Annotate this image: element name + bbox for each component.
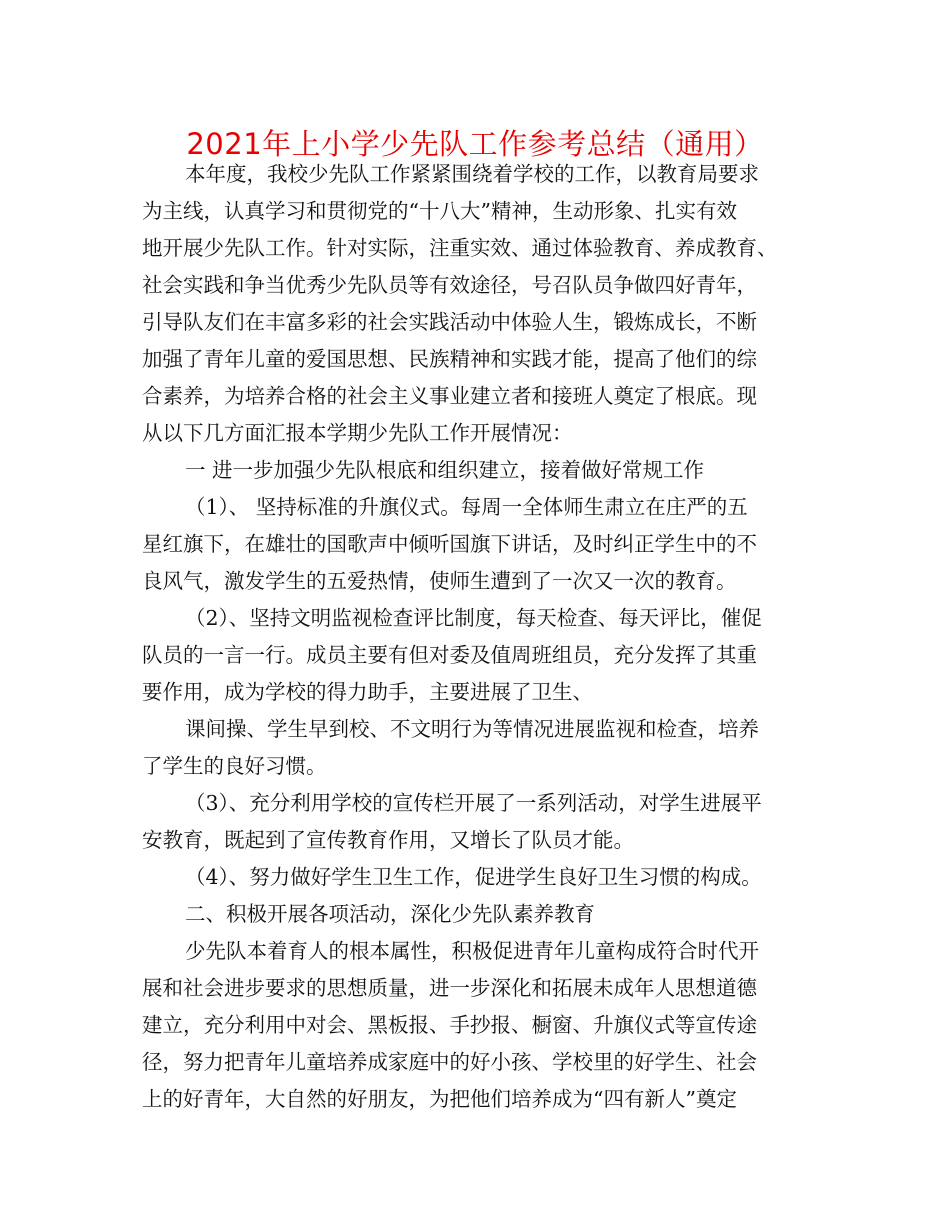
text-line: 从以下几方面汇报本学期少先队工作开展情况：: [142, 421, 573, 445]
text-line: （4）、努力做好学生卫生工作，促进学生良好卫生习惯的构成。: [185, 865, 762, 889]
text-line: 要作用，成为学校的得力助手，主要进展了卫生、: [142, 680, 593, 704]
text-line: 上的好青年，大自然的好朋友，为把他们培养成为“四有新人”奠定: [142, 1087, 737, 1111]
text-line: 为主线，认真学习和贯彻党的“十八大”精神，生动形象、扎实有效: [142, 199, 737, 223]
text-line: 展和社会进步要求的思想质量，进一步深化和拓展未成年人思想道德: [142, 976, 757, 1000]
document-title: 2021年上小学少先队工作参考总结（通用）: [186, 127, 764, 161]
text-line: （2）、坚持文明监视检查评比制度，每天检查、每天评比，催促: [185, 606, 762, 630]
text-line: 了学生的良好习惯。: [142, 754, 327, 778]
section-heading: 二、积极开展各项活动，深化少先队素养教育: [185, 902, 595, 926]
text-line: 少先队本着育人的根本属性，积极促进青年儿童构成符合时代开: [185, 939, 759, 963]
text-line: 加强了青年儿童的爱国思想、民族精神和实践才能，提高了他们的综: [142, 347, 757, 371]
text-line: 地开展少先队工作。针对实际，注重实效、通过体验教育、养成教育、: [142, 236, 778, 260]
text-line: 良风气，激发学生的五爱热情，使师生遭到了一次又一次的教育。: [142, 569, 737, 593]
text-line: （1）、 坚持标准的升旗仪式。每周一全体师生肃立在庄严的五: [185, 495, 748, 519]
text-line: 社会实践和争当优秀少先队员等有效途径，号召队员争做四好青年，: [142, 273, 757, 297]
text-line: 安教育，既起到了宣传教育作用，又增长了队员才能。: [142, 828, 634, 852]
text-line: 建立，充分利用中对会、黑板报、手抄报、橱窗、升旗仪式等宣传途: [142, 1013, 757, 1037]
text-line: 引导队友们在丰富多彩的社会实践活动中体验人生，锻炼成长，不断: [142, 310, 757, 334]
section-heading: 一 进一步加强少先队根底和组织建立，接着做好常规工作: [185, 458, 705, 482]
text-line: （3）、充分利用学校的宣传栏开展了一系列活动，对学生进展平: [185, 791, 762, 815]
text-line: 本年度，我校少先队工作紧紧围绕着学校的工作，以教育局要求: [185, 162, 759, 186]
text-line: 径，努力把青年儿童培养成家庭中的好小孩、学校里的好学生、社会: [142, 1050, 757, 1074]
text-line: 星红旗下，在雄壮的国歌声中倾听国旗下讲话，及时纠正学生中的不: [142, 532, 757, 556]
text-line: 队员的一言一行。成员主要有但对委及值周班组员，充分发挥了其重: [142, 643, 757, 667]
text-line: 合素养，为培养合格的社会主义事业建立者和接班人奠定了根底。现: [142, 384, 757, 408]
text-line: 课间操、学生早到校、不文明行为等情况进展监视和检查，培养: [185, 717, 759, 741]
